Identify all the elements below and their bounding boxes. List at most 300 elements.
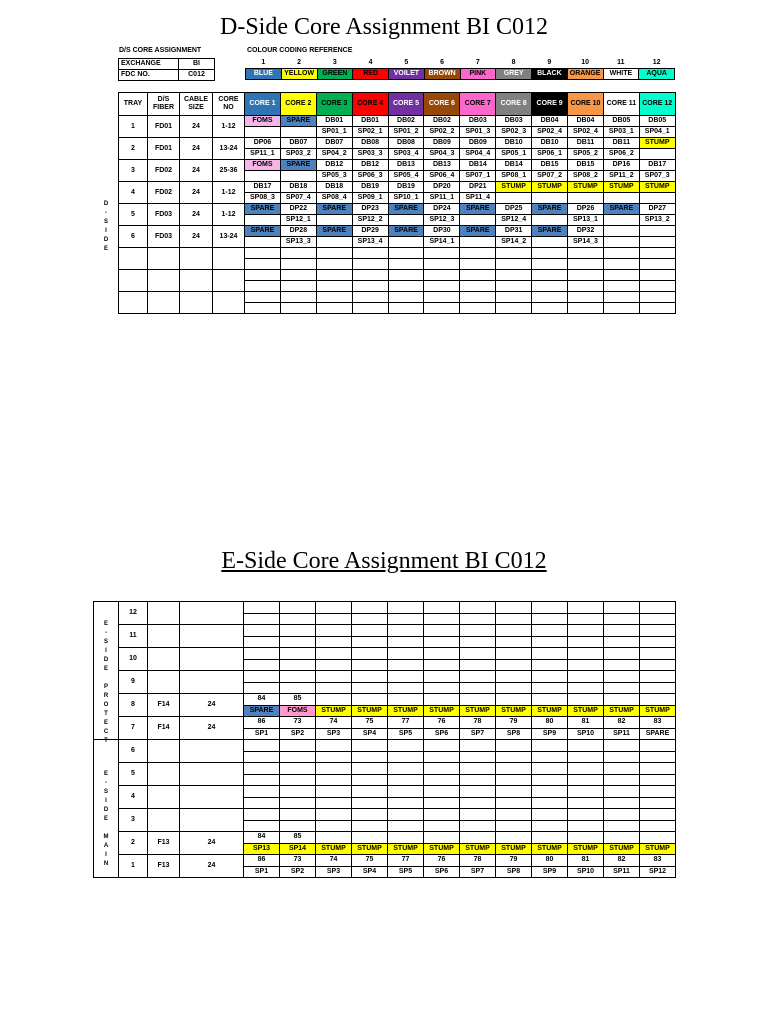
d-empty-cell [148, 270, 180, 292]
d-cell: SPARE [460, 226, 496, 237]
e-cell [352, 740, 388, 752]
e-cell [568, 659, 604, 671]
d-empty-cell [316, 303, 352, 314]
d-cell: SPARE [532, 226, 568, 237]
e-cell [496, 682, 532, 694]
e-row-tray: 4 [119, 786, 148, 809]
d-cell: DB17 [245, 182, 281, 193]
d-cell: SP07_4 [280, 193, 316, 204]
e-side-title [0, 548, 768, 575]
d-empty-cell [280, 303, 316, 314]
e-cell [640, 613, 676, 625]
e-cell [280, 671, 316, 683]
e-cell [496, 763, 532, 775]
d-cell: SPARE [532, 204, 568, 215]
d-cell [603, 193, 639, 204]
d-cell: SP03_3 [352, 149, 388, 160]
d-empty-cell [424, 248, 460, 259]
d-cell [245, 215, 281, 226]
d-empty-cell [388, 248, 424, 259]
d-empty-cell [639, 270, 675, 281]
exchange-table [118, 58, 215, 81]
e-cell [388, 659, 424, 671]
e-cell [352, 820, 388, 832]
d-empty-row [119, 248, 676, 259]
e-cell [352, 659, 388, 671]
d-cell: DP06 [245, 138, 281, 149]
e-table-row [94, 671, 676, 683]
e-cell [604, 613, 640, 625]
e-cell [316, 648, 352, 660]
e-cell [532, 740, 568, 752]
exchange-value: BI [179, 59, 215, 70]
d-empty-cell [213, 270, 245, 292]
d-cell: SP02_2 [424, 127, 460, 138]
d-empty-cell [352, 292, 388, 303]
e-cell [280, 682, 316, 694]
e-cell [496, 648, 532, 660]
e-cell [388, 613, 424, 625]
d-cell [496, 193, 532, 204]
e-cell [424, 820, 460, 832]
e-cell [352, 671, 388, 683]
e-row-tray: 10 [119, 648, 148, 671]
e-cell [316, 763, 352, 775]
d-cell: SP14_3 [568, 237, 604, 248]
d-cell [639, 226, 675, 237]
e-cell [568, 682, 604, 694]
e-cell [532, 820, 568, 832]
core-header-3: CORE 3 [316, 93, 352, 116]
d-cell: SP08_1 [496, 171, 532, 182]
e-row-size [180, 671, 244, 694]
e-cell [244, 786, 280, 798]
d-cell: DP31 [496, 226, 532, 237]
e-cell: STUMP [460, 705, 496, 717]
d-empty-cell [460, 270, 496, 281]
d-cell: SP08_2 [568, 171, 604, 182]
e-cell: STUMP [568, 843, 604, 855]
d-row-core: 13-24 [213, 226, 245, 248]
e-cell [424, 740, 460, 752]
e-cell: STUMP [532, 705, 568, 717]
d-cell: DB09 [424, 138, 460, 149]
e-cell: STUMP [640, 843, 676, 855]
e-cell [280, 659, 316, 671]
d-empty-cell [639, 248, 675, 259]
e-cell [568, 740, 604, 752]
e-row-fiber [148, 786, 180, 809]
e-cell [532, 602, 568, 614]
d-cell: SPARE [316, 204, 352, 215]
e-cell [316, 636, 352, 648]
e-cell [352, 832, 388, 844]
e-cell [532, 671, 568, 683]
e-cell [280, 602, 316, 614]
d-cell: SPARE [388, 226, 424, 237]
d-cell: DP21 [460, 182, 496, 193]
d-cell [245, 171, 281, 182]
e-cell [424, 774, 460, 786]
e-cell: 79 [496, 855, 532, 867]
d-header-3: CORE NO [213, 93, 245, 116]
colour-number: 5 [404, 59, 409, 66]
e-cell [244, 740, 280, 752]
d-empty-cell [280, 270, 316, 281]
e-cell [316, 671, 352, 683]
d-cell: DB08 [388, 138, 424, 149]
e-row-size: 24 [180, 717, 244, 740]
d-empty-cell [280, 248, 316, 259]
e-cell: SP5 [388, 866, 424, 878]
e-cell [532, 613, 568, 625]
e-cell: SP7 [460, 866, 496, 878]
d-cell: SPARE [603, 204, 639, 215]
d-cell: SP11_2 [603, 171, 639, 182]
d-empty-cell [316, 259, 352, 270]
e-side-title-text: E-Side Core Assignment BI C012 [221, 548, 547, 574]
e-cell [640, 832, 676, 844]
d-cell: STUMP [568, 182, 604, 193]
e-cell: SP3 [316, 866, 352, 878]
e-cell [640, 820, 676, 832]
e-cell [604, 659, 640, 671]
d-cell: STUMP [603, 182, 639, 193]
e-cell: SP3 [316, 728, 352, 740]
e-cell: 73 [280, 855, 316, 867]
e-cell [496, 671, 532, 683]
e-cell [568, 636, 604, 648]
d-cell [388, 215, 424, 226]
d-side-table [118, 92, 676, 314]
d-cell: SP11_1 [245, 149, 281, 160]
core-header-4: CORE 4 [352, 93, 388, 116]
e-cell: 74 [316, 855, 352, 867]
e-cell [640, 763, 676, 775]
e-row-size [180, 648, 244, 671]
e-row-fiber [148, 763, 180, 786]
d-cell: SP06_1 [532, 149, 568, 160]
d-cell [532, 193, 568, 204]
d-empty-cell [245, 303, 281, 314]
d-empty-cell [180, 270, 213, 292]
e-cell [568, 832, 604, 844]
e-cell [496, 659, 532, 671]
e-cell: STUMP [388, 843, 424, 855]
e-cell [460, 832, 496, 844]
d-row-tray: 4 [119, 182, 148, 204]
e-cell [568, 774, 604, 786]
d-cell: SP11_4 [460, 193, 496, 204]
colour-name-green: GREEN [317, 69, 353, 80]
e-cell [352, 682, 388, 694]
d-empty-cell [460, 259, 496, 270]
core-header-6: CORE 6 [424, 93, 460, 116]
e-cell [352, 797, 388, 809]
e-row-size [180, 602, 244, 625]
e-table-row [94, 694, 676, 706]
d-cell: SP14_1 [424, 237, 460, 248]
core-header-8: CORE 8 [496, 93, 532, 116]
colour-number: 11 [617, 59, 625, 66]
e-cell: SP7 [460, 728, 496, 740]
d-cell: DP28 [280, 226, 316, 237]
d-empty-cell [388, 270, 424, 281]
e-cell [604, 648, 640, 660]
e-cell: 75 [352, 717, 388, 729]
d-empty-cell [496, 303, 532, 314]
e-cell: SP5 [388, 728, 424, 740]
e-cell [604, 636, 640, 648]
e-cell: STUMP [496, 843, 532, 855]
d-cell [388, 237, 424, 248]
e-cell: STUMP [352, 705, 388, 717]
e-cell [424, 809, 460, 821]
e-cell: SP9 [532, 728, 568, 740]
d-cell: DB14 [496, 160, 532, 171]
d-cell [639, 237, 675, 248]
d-header-1: D/S FIBER [148, 93, 180, 116]
d-cell: DP27 [639, 204, 675, 215]
e-row-tray: 1 [119, 855, 148, 878]
d-cell: SP02_4 [568, 127, 604, 138]
d-row-tray: 2 [119, 138, 148, 160]
d-empty-cell [532, 292, 568, 303]
e-cell [352, 774, 388, 786]
e-cell [568, 820, 604, 832]
e-cell: SP8 [496, 866, 532, 878]
e-cell [604, 625, 640, 637]
e-cell: STUMP [424, 705, 460, 717]
e-cell: STUMP [352, 843, 388, 855]
e-cell [352, 694, 388, 706]
e-cell [460, 809, 496, 821]
d-empty-cell [639, 259, 675, 270]
e-cell [496, 832, 532, 844]
e-row-tray: 11 [119, 625, 148, 648]
d-cell: DP29 [352, 226, 388, 237]
e-cell [604, 820, 640, 832]
e-cell [640, 751, 676, 763]
d-cell: DB14 [460, 160, 496, 171]
e-cell [280, 797, 316, 809]
e-cell [244, 613, 280, 625]
d-empty-cell [352, 259, 388, 270]
d-header-0: TRAY [119, 93, 148, 116]
d-row-core: 25-36 [213, 160, 245, 182]
e-cell [532, 786, 568, 798]
d-cell [316, 215, 352, 226]
d-cell: DB15 [532, 160, 568, 171]
e-cell [244, 659, 280, 671]
d-empty-cell [496, 281, 532, 292]
e-cell [640, 659, 676, 671]
colour-number: 12 [652, 59, 661, 66]
e-cell [532, 636, 568, 648]
e-cell [568, 786, 604, 798]
e-cell [352, 786, 388, 798]
d-cell: DB07 [280, 138, 316, 149]
d-cell [639, 149, 675, 160]
d-cell: SP02_4 [532, 127, 568, 138]
d-cell: FOMS [245, 116, 281, 127]
colour-name-aqua: AQUA [639, 69, 675, 80]
e-cell [532, 648, 568, 660]
d-cell: SP07_2 [532, 171, 568, 182]
e-row-fiber [148, 625, 180, 648]
d-cell: SP12_1 [280, 215, 316, 226]
d-cell: DB03 [460, 116, 496, 127]
e-table-row [94, 602, 676, 614]
d-cell: SP01_3 [460, 127, 496, 138]
d-cell: DB05 [639, 116, 675, 127]
d-cell: DB18 [316, 182, 352, 193]
d-table-row [119, 116, 676, 127]
e-cell [604, 774, 640, 786]
e-cell [604, 763, 640, 775]
e-cell [388, 809, 424, 821]
e-cell [568, 751, 604, 763]
d-cell: SPARE [280, 116, 316, 127]
e-cell [316, 602, 352, 614]
e-side-protect-label: E - S I D E P R O T E C T [103, 621, 109, 744]
e-cell [316, 625, 352, 637]
d-empty-cell [460, 281, 496, 292]
e-row-tray: 9 [119, 671, 148, 694]
d-cell: SP07_1 [460, 171, 496, 182]
colour-name-blue: BLUE [246, 69, 282, 80]
e-row-tray: 2 [119, 832, 148, 855]
e-cell: STUMP [496, 705, 532, 717]
core-header-2: CORE 2 [280, 93, 316, 116]
d-empty-cell [424, 259, 460, 270]
d-cell: DB02 [424, 116, 460, 127]
d-cell: DB04 [568, 116, 604, 127]
e-cell [496, 797, 532, 809]
d-empty-cell [532, 248, 568, 259]
e-cell: 83 [640, 717, 676, 729]
e-cell [388, 786, 424, 798]
e-cell [424, 648, 460, 660]
d-cell: DB19 [388, 182, 424, 193]
e-cell [640, 602, 676, 614]
exchange-label: EXCHANGE [119, 59, 179, 70]
e-cell [388, 648, 424, 660]
d-cell [245, 237, 281, 248]
d-empty-cell [280, 281, 316, 292]
e-cell: 81 [568, 855, 604, 867]
d-empty-cell [316, 292, 352, 303]
d-row-fiber: FD03 [148, 204, 180, 226]
d-cell [568, 193, 604, 204]
e-cell [568, 613, 604, 625]
e-cell: STUMP [640, 705, 676, 717]
d-cell: DP32 [568, 226, 604, 237]
e-row-tray: 12 [119, 602, 148, 625]
e-cell [244, 797, 280, 809]
e-cell [316, 694, 352, 706]
e-cell: SP4 [352, 866, 388, 878]
e-cell [460, 648, 496, 660]
d-empty-cell [532, 270, 568, 281]
d-cell: DP22 [280, 204, 316, 215]
d-cell: SP13_4 [352, 237, 388, 248]
e-cell [424, 797, 460, 809]
e-cell: SP12 [640, 866, 676, 878]
e-cell: STUMP [388, 705, 424, 717]
e-row-tray: 3 [119, 809, 148, 832]
core-header-1: CORE 1 [245, 93, 281, 116]
d-cell: SP06_2 [603, 149, 639, 160]
e-cell [424, 671, 460, 683]
e-cell [316, 820, 352, 832]
d-empty-cell [119, 270, 148, 292]
d-empty-cell [496, 259, 532, 270]
e-side-table [93, 601, 676, 878]
d-empty-cell [568, 292, 604, 303]
d-row-size: 24 [180, 226, 213, 248]
e-cell [640, 671, 676, 683]
d-cell: SP08_3 [245, 193, 281, 204]
e-cell [388, 774, 424, 786]
d-cell: STUMP [496, 182, 532, 193]
d-empty-cell [388, 259, 424, 270]
e-table-row [94, 855, 676, 867]
e-cell [424, 763, 460, 775]
e-cell: 73 [280, 717, 316, 729]
d-empty-cell [603, 259, 639, 270]
d-cell: SP05_2 [568, 149, 604, 160]
d-cell: DB07 [316, 138, 352, 149]
d-row-tray: 1 [119, 116, 148, 138]
d-cell: DB10 [496, 138, 532, 149]
e-cell [496, 820, 532, 832]
e-row-size [180, 786, 244, 809]
e-cell: SP4 [352, 728, 388, 740]
e-cell [244, 602, 280, 614]
e-cell: STUMP [316, 705, 352, 717]
d-cell: SPARE [388, 204, 424, 215]
e-cell [532, 694, 568, 706]
d-empty-cell [245, 281, 281, 292]
d-cell: SPARE [245, 226, 281, 237]
d-row-fiber: FD03 [148, 226, 180, 248]
d-empty-cell [213, 292, 245, 314]
e-cell [244, 625, 280, 637]
e-cell [568, 797, 604, 809]
e-cell [316, 809, 352, 821]
e-cell: STUMP [424, 843, 460, 855]
e-cell [460, 659, 496, 671]
e-cell: 76 [424, 855, 460, 867]
e-cell [280, 751, 316, 763]
d-cell [245, 127, 281, 138]
colour-name-voilet: VOILET [389, 69, 425, 80]
d-cell: SP12_2 [352, 215, 388, 226]
e-cell [496, 636, 532, 648]
e-cell [532, 809, 568, 821]
e-cell [280, 774, 316, 786]
e-cell [604, 751, 640, 763]
d-cell [603, 215, 639, 226]
d-empty-cell [352, 303, 388, 314]
d-empty-cell [119, 292, 148, 314]
e-cell [604, 671, 640, 683]
d-cell: SP12_3 [424, 215, 460, 226]
e-cell [640, 682, 676, 694]
d-cell: DB19 [352, 182, 388, 193]
e-cell: 75 [352, 855, 388, 867]
